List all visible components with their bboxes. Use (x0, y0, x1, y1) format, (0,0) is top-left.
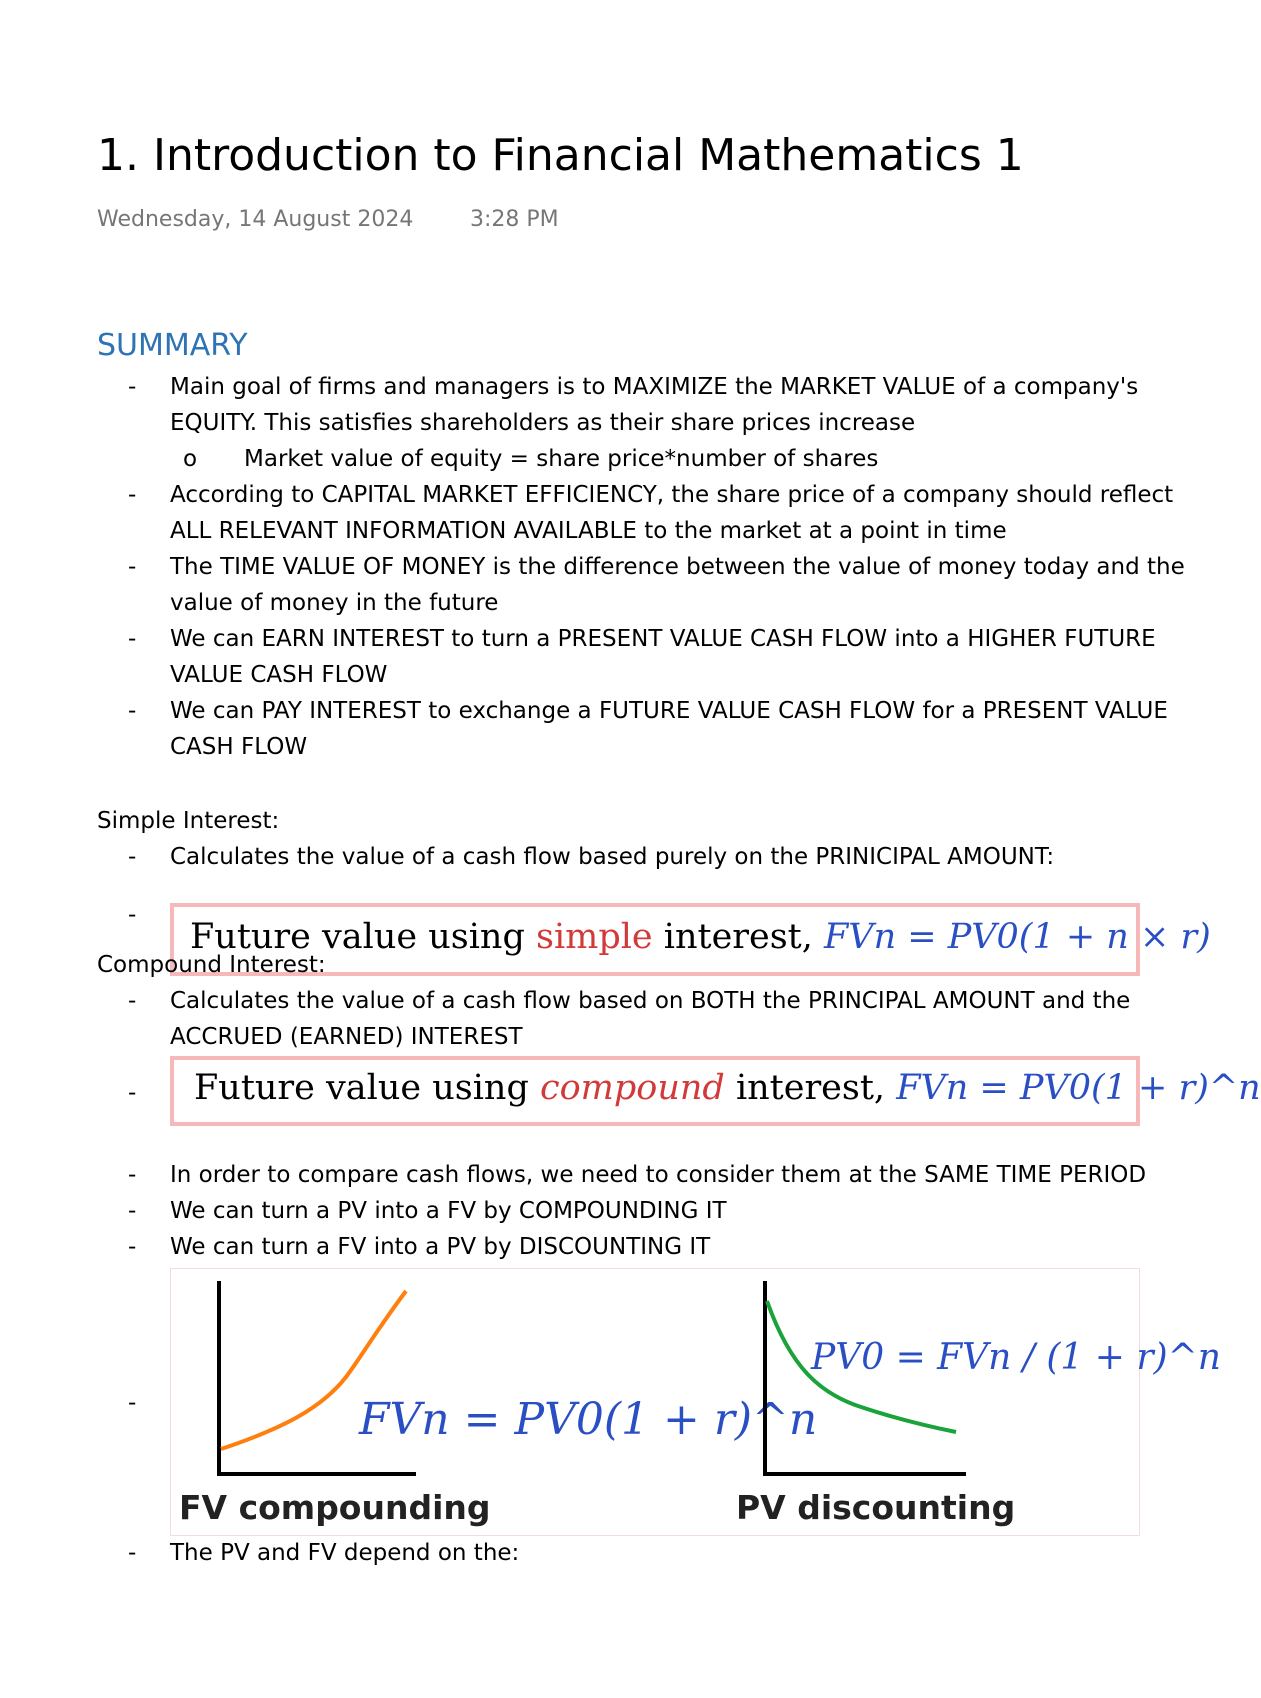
comparison-bullet-2: We can turn a PV into a FV by COMPOUNDING IT (170, 1198, 727, 1224)
comparison-bullet-1: In order to compare cash flows, we need to consider them at the SAME TIME PERIOD (170, 1162, 1147, 1188)
formula-keyword: simple (535, 917, 653, 957)
bullet-marker: - (128, 902, 137, 928)
summary-bullet-5-line-1: We can PAY INTEREST to exchange a FUTURE VALUE CASH FLOW for a PRESENT VALUE (170, 698, 1168, 724)
simple-interest-heading: Simple Interest: (97, 808, 280, 834)
bullet-marker: - (128, 374, 137, 400)
bullet-marker: - (128, 1198, 137, 1224)
page-title: 1. Introduction to Financial Mathematics 1 (97, 130, 1024, 181)
closing-bullet-1: The PV and FV depend on the: (170, 1540, 520, 1566)
bullet-marker: - (128, 698, 137, 724)
compound-interest-formula (170, 1056, 1261, 1126)
bullet-marker: - (128, 1390, 137, 1416)
formula-prefix: Future value using (190, 917, 536, 957)
formula-math: FVn = PV0(1 + n × r) (824, 917, 1211, 957)
pv-discounting-label: PV discounting (736, 1488, 1016, 1527)
summary-heading: SUMMARY (97, 328, 248, 363)
summary-bullet-3-line-2: value of money in the future (170, 590, 499, 616)
formula-math: FVn = PV0(1 + r)^n (896, 1068, 1261, 1108)
formula-suffix: interest, (652, 917, 825, 957)
compound-interest-bullet-1-line-1: Calculates the value of a cash flow based on BOTH the PRINCIPAL AMOUNT and the (170, 988, 1131, 1014)
compound-interest-bullet-1-line-2: ACCRUED (EARNED) INTEREST (170, 1024, 523, 1050)
formula-keyword: compound (539, 1068, 725, 1108)
summary-bullet-1-line-2: EQUITY. This satisfies shareholders as their share prices increase (170, 410, 916, 436)
sub-bullet-marker: o (183, 446, 198, 472)
summary-bullet-4-line-2: VALUE CASH FLOW (170, 662, 388, 688)
pv-fv-figure (170, 1268, 1221, 1536)
comparison-bullet-3: We can turn a FV into a PV by DISCOUNTING IT (170, 1234, 711, 1260)
bullet-marker: - (128, 1540, 137, 1566)
formula-prefix: Future value using (194, 1068, 540, 1108)
bullet-marker: - (128, 844, 137, 870)
simple-interest-bullet-1: Calculates the value of a cash flow based purely on the PRINICIPAL AMOUNT: (170, 844, 1055, 870)
summary-bullet-4-line-1: We can EARN INTEREST to turn a PRESENT VALUE CASH FLOW into a HIGHER FUTURE (170, 626, 1156, 652)
bullet-marker: - (128, 988, 137, 1014)
bullet-marker: - (128, 626, 137, 652)
page-date: Wednesday, 14 August 2024 (97, 207, 414, 232)
compound-interest-heading: Compound Interest: (97, 952, 326, 978)
pv-formula: PV0 = FVn / (1 + r)^n (811, 1337, 1221, 1378)
formula-suffix: interest, (724, 1068, 897, 1108)
summary-sub-bullet-1: Market value of equity = share price*number of shares (244, 446, 879, 472)
page-time: 3:28 PM (470, 207, 559, 232)
bullet-marker: - (128, 1234, 137, 1260)
fv-formula: FVn = PV0(1 + r)^n (359, 1394, 818, 1445)
summary-bullet-5-line-2: CASH FLOW (170, 734, 308, 760)
summary-bullet-1-line-1: Main goal of firms and managers is to MAXIMIZE the MARKET VALUE of a company's (170, 374, 1139, 400)
pv-fv-diagram (171, 1269, 1221, 1535)
bullet-marker: - (128, 1080, 137, 1106)
summary-bullet-2-line-1: According to CAPITAL MARKET EFFICIENCY, the share price of a company should reflect (170, 482, 1174, 508)
summary-bullet-3-line-1: The TIME VALUE OF MONEY is the difference between the value of money today and the (170, 554, 1185, 580)
bullet-marker: - (128, 482, 137, 508)
summary-bullet-2-line-2: ALL RELEVANT INFORMATION AVAILABLE to the market at a point in time (170, 518, 1007, 544)
fv-compounding-label: FV compounding (179, 1488, 491, 1527)
bullet-marker: - (128, 1162, 137, 1188)
bullet-marker: - (128, 554, 137, 580)
